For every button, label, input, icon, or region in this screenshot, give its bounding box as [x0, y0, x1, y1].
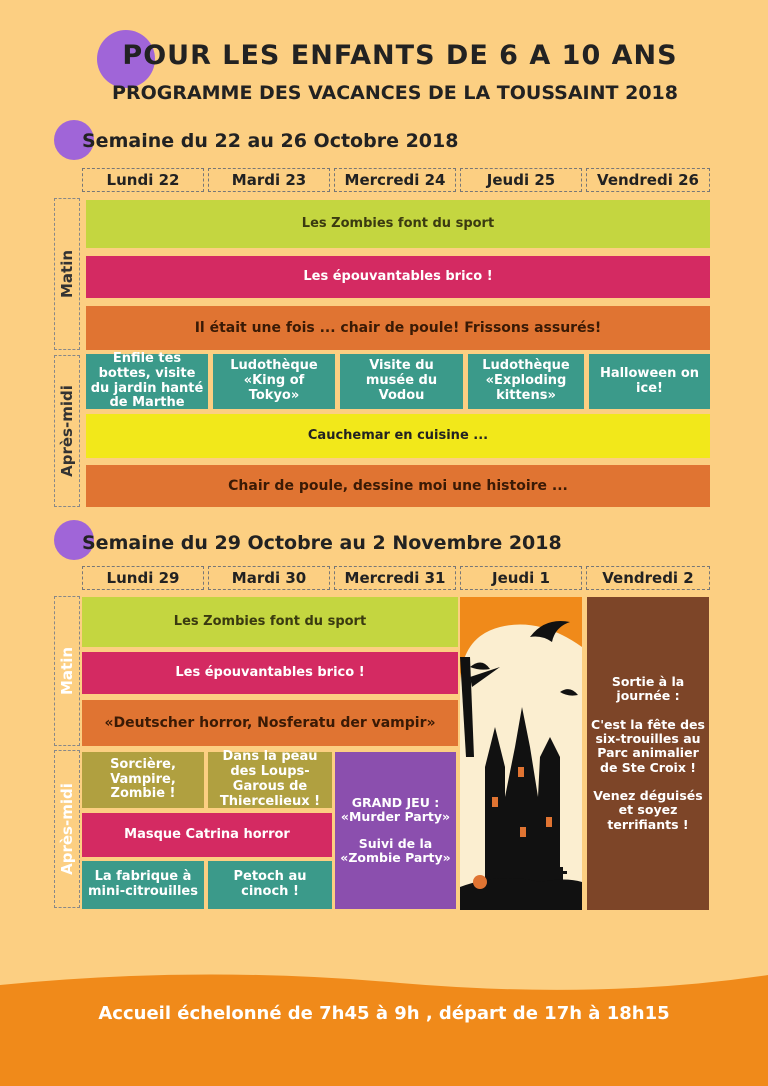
day-header: Mardi 23: [208, 168, 330, 192]
day-header: Mardi 30: [208, 566, 330, 590]
activity-block: La fabrique à mini-citrouilles: [82, 861, 204, 909]
activity-block: «Deutscher horror, Nosferatu der vampir»: [82, 700, 458, 746]
activity-line: «Zombie Party»: [340, 849, 451, 865]
activity-block: Les épouvantables brico !: [86, 256, 710, 298]
activity-block: Les épouvantables brico !: [82, 652, 458, 694]
activity-block: Cauchemar en cuisine ...: [86, 414, 710, 458]
activity-line: GRAND JEU :: [351, 794, 440, 810]
activity-block: Il était une fois ... chair de poule! Frissons assurés!: [86, 306, 710, 350]
activity-block: Ludothèque «Exploding kittens»: [468, 354, 584, 409]
week2-title: Semaine du 29 Octobre au 2 Novembre 2018: [82, 532, 562, 554]
activity-block: Chair de poule, dessine moi une histoire ...: [86, 465, 710, 507]
activity-line: Suivi de la: [358, 835, 433, 851]
activity-block: Les Zombies font du sport: [82, 597, 458, 647]
activity-block: Les Zombies font du sport: [86, 200, 710, 248]
activity-block: Ludothèque «King of Tokyo»: [213, 354, 335, 409]
day-header: Lundi 22: [82, 168, 204, 192]
activity-line: Venez déguisés et soyez terrifiants !: [593, 788, 703, 832]
page-subtitle: PROGRAMME DES VACANCES DE LA TOUSSAINT 2018: [112, 82, 678, 104]
page-title: POUR LES ENFANTS DE 6 A 10 ANS: [122, 40, 678, 71]
footer-band: [0, 965, 768, 1086]
activity-block: Enfile tes bottes, visite du jardin hanté de Marthe: [86, 354, 208, 409]
day-header: Mercredi 31: [334, 566, 456, 590]
activity-block: Halloween on ice!: [589, 354, 710, 409]
activity-block: Dans la peau des Loups-Garous de Thiercelieux !: [208, 752, 332, 808]
day-header: Jeudi 1: [460, 566, 582, 590]
day-header: Vendredi 2: [586, 566, 710, 590]
day-header: Jeudi 25: [460, 168, 582, 192]
week1-title: Semaine du 22 au 26 Octobre 2018: [82, 130, 459, 152]
period-label-matin: Matin: [54, 198, 80, 350]
haunted-house-illustration: [460, 597, 582, 910]
period-label-apres-midi: Après-midi: [54, 750, 80, 908]
activity-block: Petoch au cinoch !: [208, 861, 332, 909]
footer-info: Accueil échelonné de 7h45 à 9h , départ de 17h à 18h15: [98, 1003, 670, 1024]
period-label-apres-midi: Après-midi: [54, 355, 80, 507]
activity-block: Visite du musée du Vodou: [340, 354, 463, 409]
period-label-matin: Matin: [54, 596, 80, 746]
activity-block: Sorcière, Vampire, Zombie !: [82, 752, 204, 808]
activity-line: «Murder Party»: [340, 809, 451, 825]
day-header: Vendredi 26: [586, 168, 710, 192]
day-header: Mercredi 24: [334, 168, 456, 192]
day-header: Lundi 29: [82, 566, 204, 590]
activity-line: Sortie à la journée :: [611, 673, 685, 704]
activity-block: Masque Catrina horror: [82, 813, 332, 857]
activity-block: [587, 597, 709, 910]
activity-line: C'est la fête des six-trouilles au Parc animalier de Ste Croix !: [591, 716, 705, 775]
activity-block: [335, 752, 456, 909]
